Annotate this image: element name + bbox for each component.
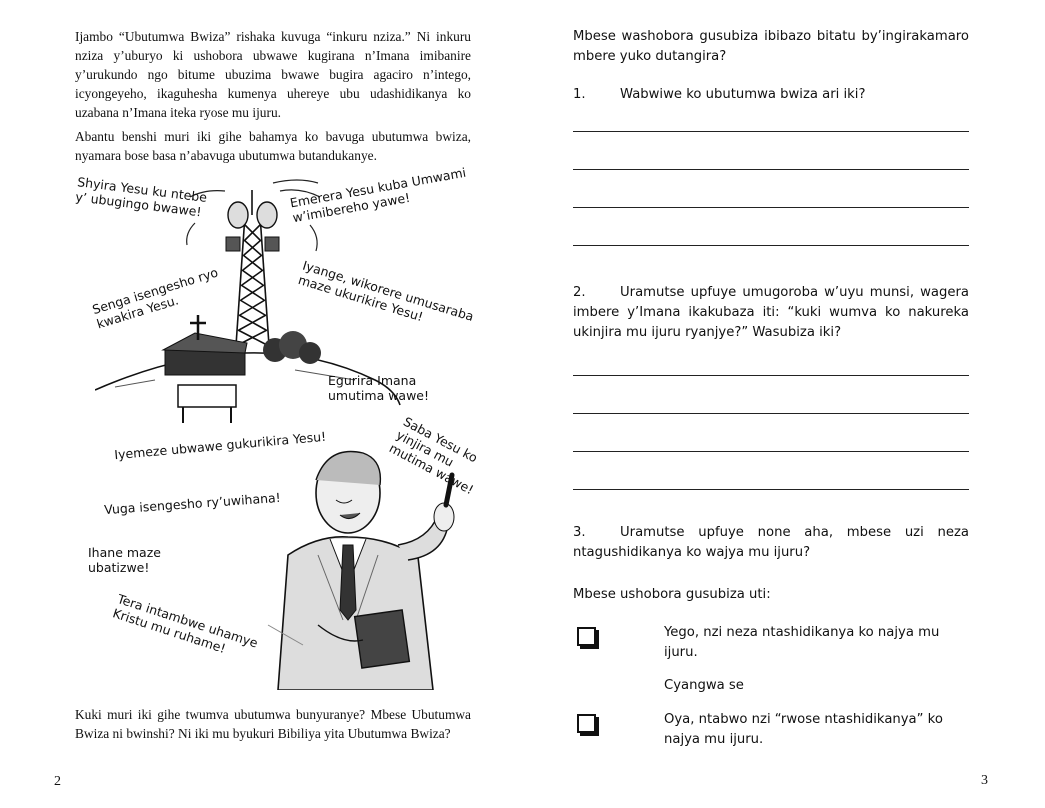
answer-line[interactable] (573, 413, 969, 414)
page-number-right: 3 (981, 773, 988, 788)
page-number-left: 2 (54, 774, 61, 789)
option-yes-label: Yego, nzi neza ntashidikanya ko najya mu ijuru. (664, 625, 940, 660)
question-3 (573, 523, 969, 563)
answer-prompt: Mbese ushobora gusubiza uti: (573, 587, 771, 602)
slogan-6: Iyemeze ubwawe gukurikira Yesu! (113, 428, 327, 463)
answer-line[interactable] (573, 207, 969, 208)
slogan-2: Emerera Yesu kuba Umwami w’imibereho yawe! (288, 164, 468, 226)
question-2-text: Uramutse upfuye umugoroba w’uyu munsi, wagera imbere y’Imana ikakubaza iti: “kuki wumva ko nakureka ukinjira mu ijuru ryanjye?” Wasubiza iki? (573, 285, 969, 340)
no-checkbox[interactable] (577, 714, 596, 733)
slogan-7: Saba Yesu ko yinjira mu mutima wawe! (386, 413, 481, 498)
yes-checkbox[interactable] (577, 627, 596, 646)
slogan-10: Tera intambwe uhamye Kristu mu ruhame! (110, 591, 260, 656)
answer-line[interactable] (573, 245, 969, 246)
second-paragraph: Abantu benshi muri iki gihe bahamya ko bavuga ubutumwa bwiza, nyamara bose basa n’abavuga ubutumwa butandukanye. (75, 129, 471, 163)
slogan-9: Ihane maze ubatizwe! (88, 545, 161, 575)
slogan-4: Iyange, wikorere umusaraba maze ukurikire Yesu! (296, 257, 476, 325)
slogan-1: Shyira Yesu ku ntebe y’ ubugingo bwawe! (74, 174, 208, 220)
question-1-text: Wabwiwe ko ubutumwa bwiza ari iki? (620, 87, 866, 102)
answer-line[interactable] (573, 169, 969, 170)
answer-line[interactable] (573, 489, 969, 490)
question-1-number: 1. (573, 87, 586, 102)
answer-line[interactable] (573, 131, 969, 132)
answer-line[interactable] (573, 451, 969, 452)
closing-paragraph: Kuki muri iki gihe twumva ubutumwa bunyuranye? Mbese Ubutumwa Bwiza ni bwinshi? Ni iki mu byukuri Bibiliya yita Ubutumwa Bwiza? (75, 707, 471, 741)
option-no-label: Oya, ntabwo nzi “rwose ntashidikanya” ko najya mu ijuru. (664, 712, 943, 747)
question-1 (573, 85, 969, 105)
slogan-5: Egurira Imana umutima wawe! (328, 373, 430, 403)
answer-line[interactable] (573, 375, 969, 376)
question-2-number: 2. (573, 285, 586, 300)
or-label: Cyangwa se (664, 678, 744, 693)
question-3-number: 3. (573, 525, 586, 540)
slogan-8: Vuga isengesho ry’uwihana! (103, 489, 282, 518)
question-3-text: Uramutse upfuye none aha, mbese uzi neza ntagushidikanya ko wajya mu ijuru? (573, 525, 969, 560)
right-intro: Mbese washobora gusubiza ibibazo bitatu by’ingirakamaro mbere yuko dutangira? (573, 29, 969, 64)
slogan-3: Senga isengesho ryo kwakira Yesu. (90, 264, 220, 332)
intro-paragraph: Ijambo “Ubutumwa Bwiza” rishaka kuvuga “inkuru nziza.” Ni inkuru nziza y’uburyo ki ushobora ubwawe kugirana n’Imana imibanire y’urukundo ngo bitume ubuzima bwawe bugira agaciro n’intego, icyongeyeho, ikaguhesha kumenya uhereye ubu udashidikanya ko uzabana n’Imana iteka ryose mu ijuru. (75, 29, 471, 120)
question-2 (573, 283, 969, 343)
